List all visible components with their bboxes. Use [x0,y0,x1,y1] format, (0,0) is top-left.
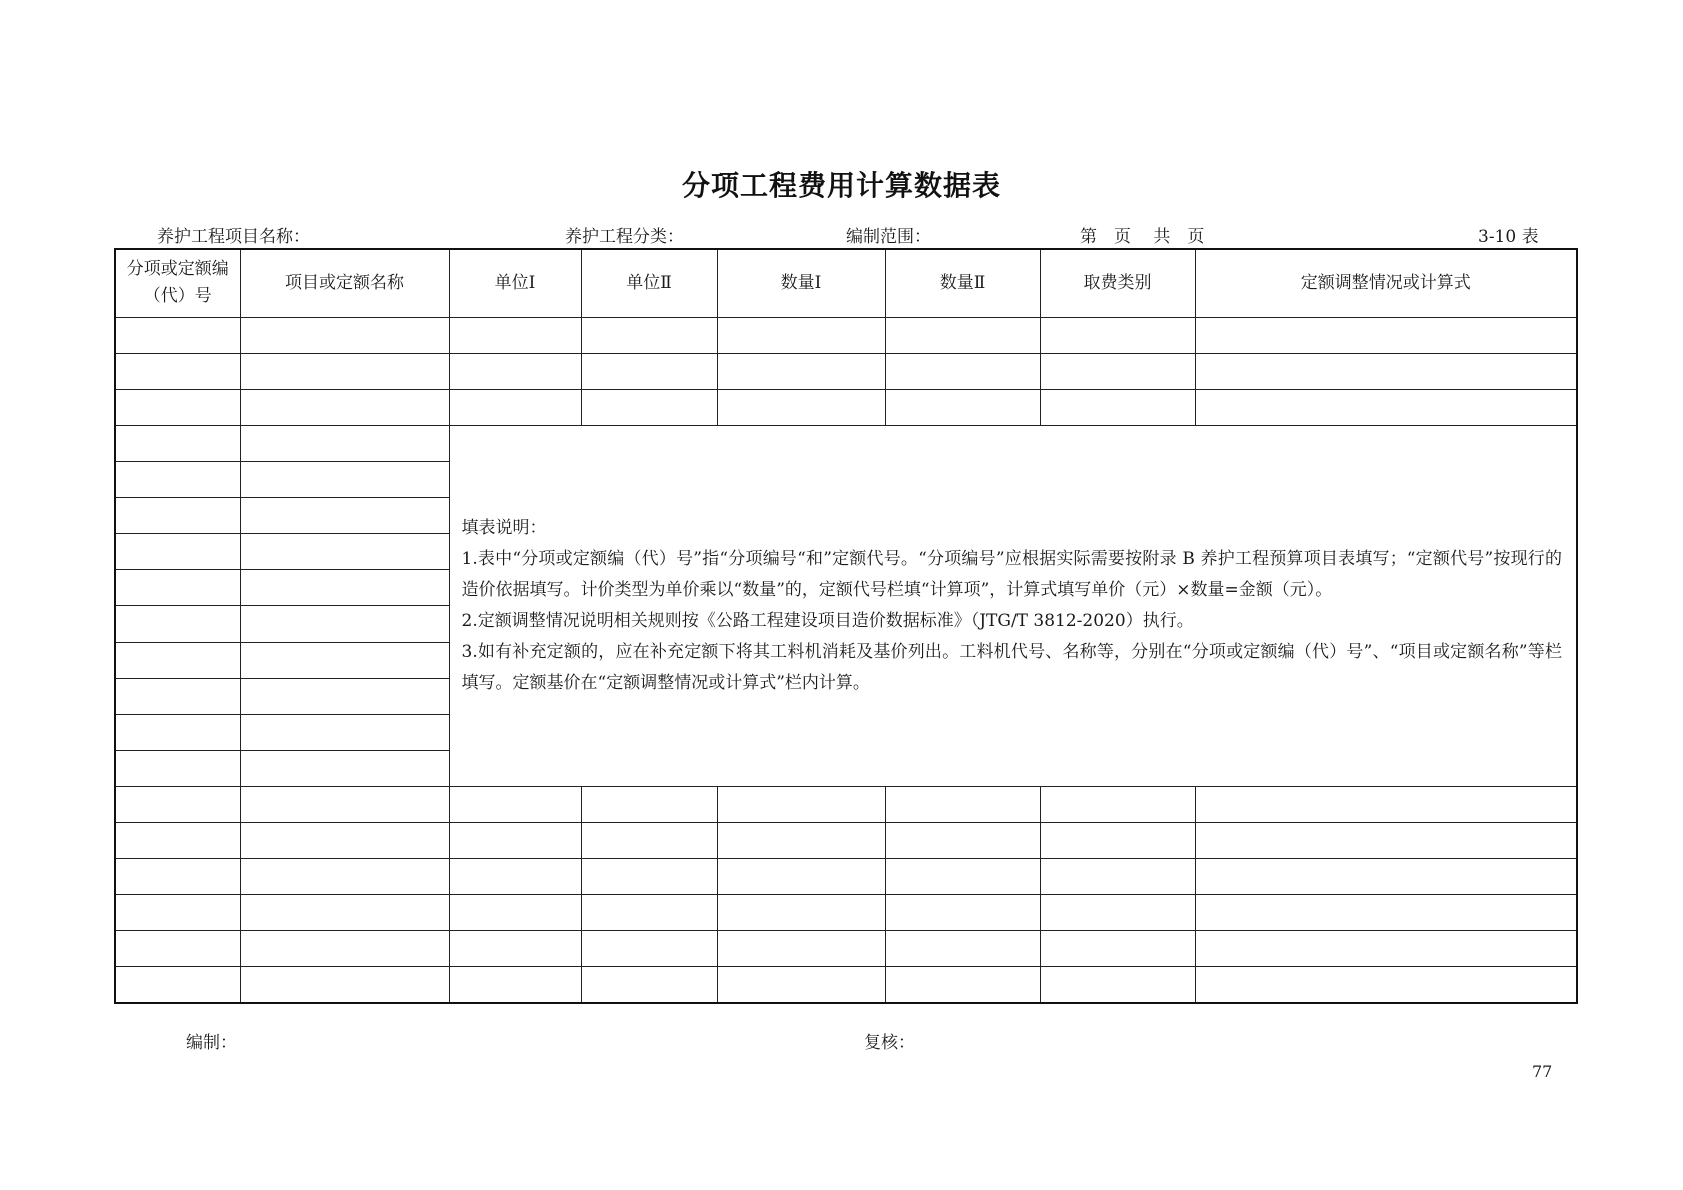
table-row [115,353,1577,389]
cell[interactable] [581,859,717,895]
cell[interactable] [115,822,240,858]
cell[interactable] [115,786,240,822]
cell[interactable] [115,895,240,931]
cell[interactable] [717,353,885,389]
cell[interactable] [717,895,885,931]
header-code: 分项或定额编（代）号 [115,249,240,317]
cell[interactable] [240,353,449,389]
cell[interactable] [1040,786,1195,822]
cell[interactable] [115,967,240,1003]
header-fee-type: 取费类别 [1040,249,1195,317]
cell[interactable] [449,317,581,353]
cell[interactable] [115,931,240,967]
header-quantity-2: 数量Ⅱ [885,249,1040,317]
cell[interactable] [1040,389,1195,425]
cell[interactable] [885,931,1040,967]
instruction-1: 1.表中“分项或定额编（代）号”指“分项编号“和”定额代号。“分项编号”应根据实际需要按附录 B 养护工程预算项目表填写；“定额代号”按现行的造价依据填写。计价类型为单价乘以“数量”的，定额代号栏填“计算项”，计算式填写单价（元）×数量=金额（元）。 [461,548,1562,600]
cell[interactable] [717,859,885,895]
cell[interactable] [115,570,240,606]
header-quantity-1: 数量Ⅰ [717,249,885,317]
cell[interactable] [240,859,449,895]
cell[interactable] [885,353,1040,389]
cell[interactable] [1195,389,1577,425]
table-row [115,967,1577,1003]
table-row [115,895,1577,931]
cell[interactable] [581,786,717,822]
page-count-label: 第 页 共 页 [1080,227,1205,247]
page-number: 77 [1532,1062,1553,1081]
cell[interactable] [240,498,449,534]
cell[interactable] [717,786,885,822]
cell[interactable] [581,389,717,425]
cell[interactable] [240,606,449,642]
cell[interactable] [885,786,1040,822]
table-row [115,786,1577,822]
cell[interactable] [885,895,1040,931]
cell[interactable] [449,786,581,822]
cell[interactable] [717,822,885,858]
cell[interactable] [885,822,1040,858]
instruction-3: 3.如有补充定额的，应在补充定额下将其工料机消耗及基价列出。工料机代号、名称等，分别在“分项或定额编（代）号”、“项目或定额名称”等栏填写。定额基价在“定额调整情况或计算式”栏内计算。 [461,641,1562,693]
cell[interactable] [1040,967,1195,1003]
cell[interactable] [240,570,449,606]
cell[interactable] [717,389,885,425]
cell[interactable] [885,859,1040,895]
cell[interactable] [581,931,717,967]
header-name: 项目或定额名称 [240,249,449,317]
cell[interactable] [449,967,581,1003]
cell[interactable] [240,534,449,570]
cell[interactable] [581,967,717,1003]
cell[interactable] [1195,931,1577,967]
cell[interactable] [1040,895,1195,931]
cell[interactable] [449,931,581,967]
header-adjustment: 定额调整情况或计算式 [1195,249,1577,317]
cell[interactable] [449,389,581,425]
table-row [115,389,1577,425]
cell[interactable] [885,967,1040,1003]
project-name-label: 养护工程项目名称： [157,227,310,247]
cell[interactable] [115,317,240,353]
cell[interactable] [1040,353,1195,389]
cell[interactable] [240,822,449,858]
reviewed-by-label: 复核： [864,1033,915,1053]
cell[interactable] [240,642,449,678]
cell[interactable] [449,895,581,931]
cell[interactable] [1040,317,1195,353]
cell[interactable] [581,822,717,858]
scope-label: 编制范围： [846,227,931,247]
cell[interactable] [240,425,449,461]
table-header-row [115,249,1577,317]
cell[interactable] [1195,967,1577,1003]
cost-data-table [114,248,1578,1004]
table-code: 3-10 表 [1478,227,1539,247]
cell[interactable] [1040,859,1195,895]
cell[interactable] [240,389,449,425]
cell[interactable] [115,462,240,498]
cell[interactable] [449,353,581,389]
cell[interactable] [449,859,581,895]
cell[interactable] [115,425,240,461]
cell[interactable] [240,714,449,750]
cell[interactable] [885,317,1040,353]
cell[interactable] [581,317,717,353]
cell[interactable] [885,389,1040,425]
cell[interactable] [240,317,449,353]
instructions-heading: 填表说明： [461,517,547,538]
cell[interactable] [240,462,449,498]
header-unit-1: 单位Ⅰ [449,249,581,317]
cell[interactable] [717,931,885,967]
cell[interactable] [1195,317,1577,353]
cell[interactable] [240,750,449,786]
cell[interactable] [1195,859,1577,895]
cell[interactable] [115,534,240,570]
cell[interactable] [115,606,240,642]
cell[interactable] [115,353,240,389]
cell[interactable] [449,822,581,858]
cell[interactable] [581,895,717,931]
cell[interactable] [240,786,449,822]
cell[interactable] [240,895,449,931]
page-title: 分项工程费用计算数据表 [681,169,1001,202]
cell[interactable] [1195,895,1577,931]
cell[interactable] [115,714,240,750]
table-row [115,931,1577,967]
cell[interactable] [115,678,240,714]
cell[interactable] [115,859,240,895]
cell[interactable] [1195,353,1577,389]
cell[interactable] [240,931,449,967]
category-label: 养护工程分类： [565,227,684,247]
cell[interactable] [717,967,885,1003]
table-row [115,859,1577,895]
table-row [115,425,1577,461]
cell[interactable] [1040,931,1195,967]
cell[interactable] [115,498,240,534]
cell[interactable] [717,317,885,353]
header-unit-2: 单位Ⅱ [581,249,717,317]
cell[interactable] [581,353,717,389]
prepared-by-label: 编制： [186,1033,237,1053]
cell[interactable] [1195,822,1577,858]
table-row [115,317,1577,353]
cell[interactable] [115,389,240,425]
table-row [115,822,1577,858]
filling-instructions [449,425,1577,786]
cell[interactable] [1040,822,1195,858]
cell[interactable] [115,642,240,678]
cell[interactable] [240,967,449,1003]
cell[interactable] [1195,786,1577,822]
instruction-2: 2.定额调整情况说明相关规则按《公路工程建设项目造价数据标准》（JTG/T 3812-2020）执行。 [461,610,1194,631]
cell[interactable] [240,678,449,714]
cell[interactable] [115,750,240,786]
